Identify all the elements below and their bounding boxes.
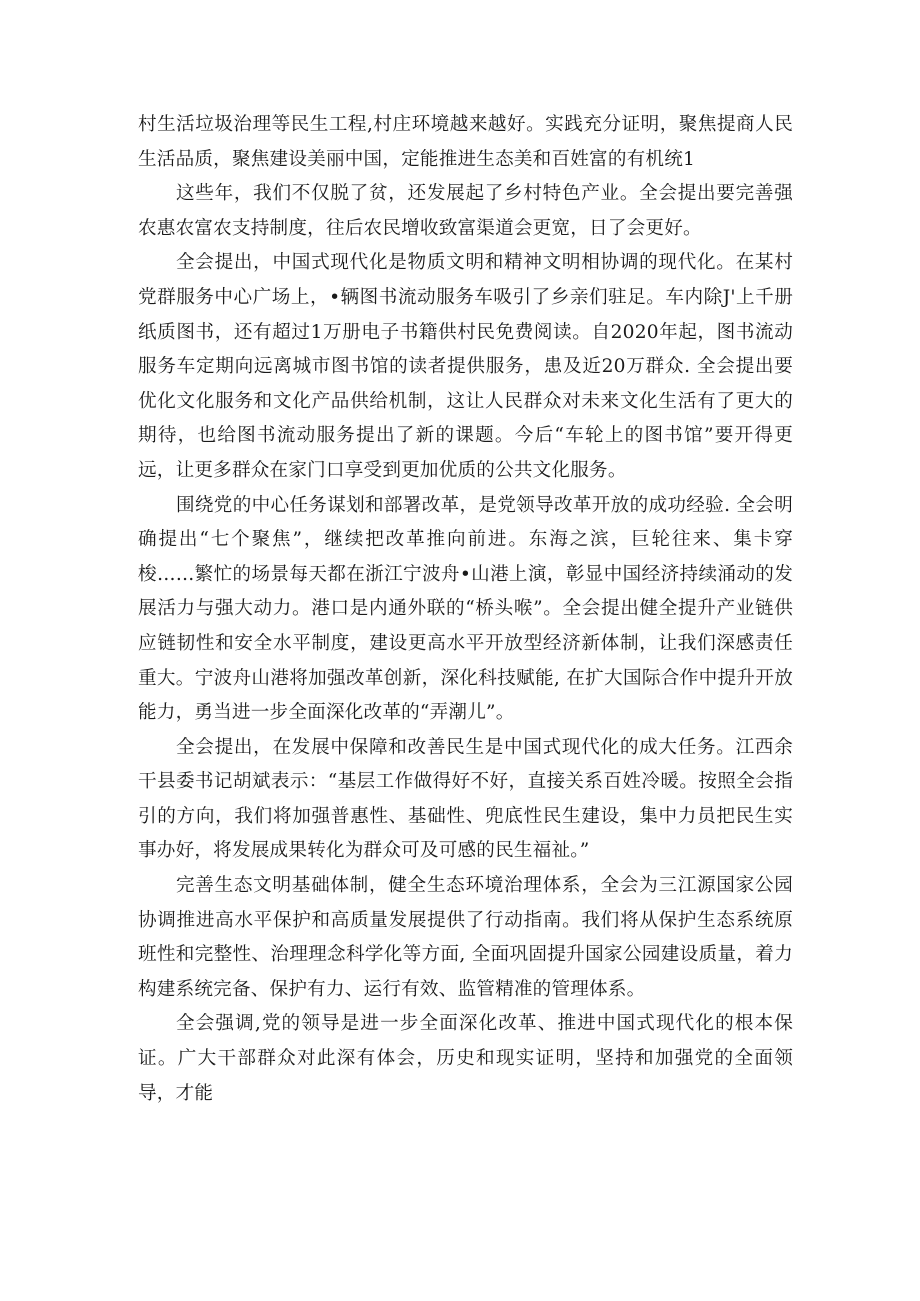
paragraph-7: 全会强调,党的领导是进一步全面深化改革、推进中国式现代化的根本保证。广大干部群众对此深有体会，历史和现实证明，坚持和加强党的全面领导，才能: [138, 1013, 793, 1104]
paragraph-3: 全会提出，中国式现代化是物质文明和精神文明相协调的现代化。在某村党群服务中心广场上，•辆图书流动服务车吸引了乡亲们驻足。车内除J'上千册纸质图书，还有超过1万册电子书籍供村民免费阅读。自2020年起，图书流动服务车定期向远离城市图书馆的读者提供服务，患及近20万群众. 全会提出要优化文化服务和文化产品供给机制，这让人民群众对未来文化生活有了更大的期待，也给图书流动服务提出了新的课题。今后“车轮上的图书馆”要开得更远，让更多群众在家门口享受到更加优质的公共文化服务。: [138, 252, 793, 481]
paragraph-6: 完善生态文明基础体制，健全生态环境治理体系，全会为三江源国家公园协调推进高水平保护和高质量发展提供了行动指南。我们将从保护生态系统原班性和完整性、治理理念科学化等方面, 全面巩固提升国家公园建设质量，着力构建系统完备、保护有力、运行有效、监管精准的管理体系。: [138, 875, 793, 1000]
paragraph-5: 全会提出，在发展中保障和改善民生是中国式现代化的成大任务。江西余干县委书记胡斌表示：“基层工作做得好不好，直接关系百姓冷暖。按照全会指引的方向，我们将加强普惠性、基础性、兜底性民生建设，集中力员把民生实事办好，将发展成果转化为群众可及可感的民生福祉。”: [138, 736, 793, 862]
paragraph-4: 围绕党的中心任务谋划和部署改革，是党领导改革开放的成功经验. 全会明确提出“七个聚焦”，继续把改革推向前进。东海之滨，巨轮往来、集卡穿梭……繁忙的场景每天都在浙江宁波舟•山港上演，彰显中国经济持续涌动的发展活力与强大动力。港口是内通外联的“桥头喉”。全会提出健全提升产业链供应链韧性和安全水平制度，建设更高水平开放型经济新体制，让我们深感责任重大。宁波舟山港将加强改革创新，深化科技赋能, 在扩大国际合作中提升开放能力，勇当进一步全面深化改革的“弄潮儿”。: [138, 494, 793, 724]
paragraph-1: 村生活垃圾治理等民生工程,村庄环境越来越好。实践充分证明，聚焦提商人民生活品质，聚焦建设美丽中国，定能推进生态美和百姓富的有机统1: [138, 114, 793, 170]
article-body: [138, 108, 793, 1111]
paragraph-2: 这些年，我们不仅脱了贫，还发展起了乡村特色产业。全会提出要完善强农惠农富农支持制度，往后农民增收致富渠道会更宽，日了会更好。: [138, 183, 793, 239]
